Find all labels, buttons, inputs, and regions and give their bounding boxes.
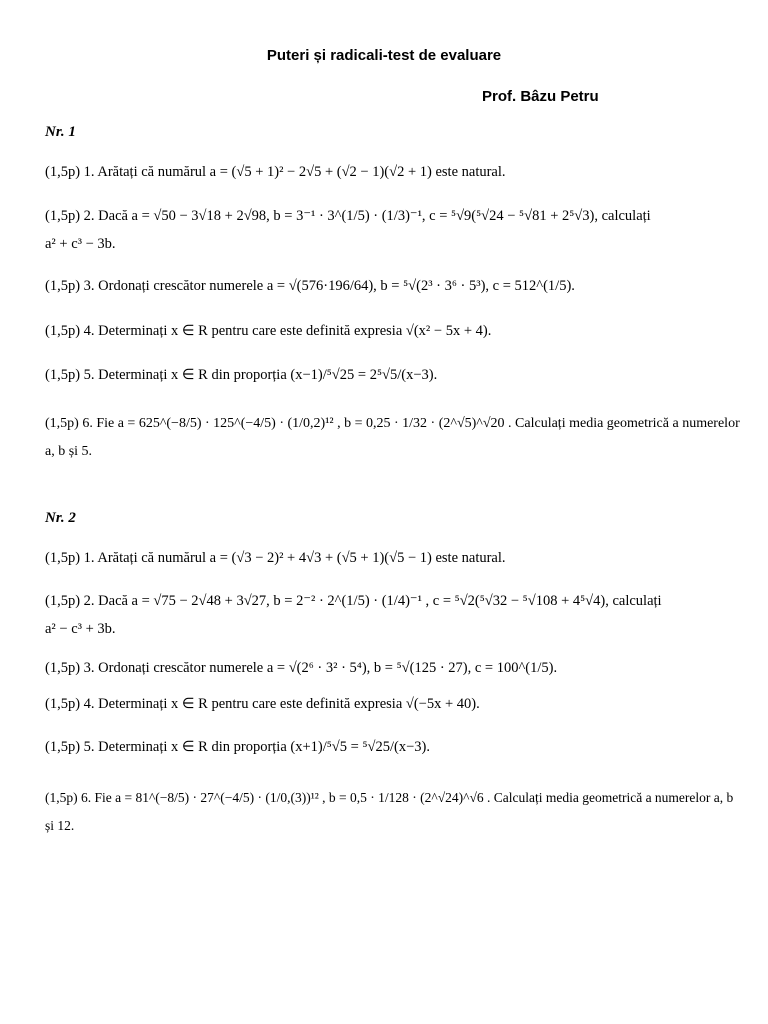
problem-2-5: (1,5p) 5. Determinați x ∈ R din proporția (x+1)/⁵√5 = ⁵√25/(x−3). [45, 739, 430, 755]
problem-1-5: (1,5p) 5. Determinați x ∈ R din proporția (x−1)/⁵√25 = 2⁵√5/(x−3). [45, 367, 438, 383]
page-title: Puteri și radicali-test de evaluare [266, 47, 502, 64]
problem-1-6-line1: (1,5p) 6. Fie a = 625^(−8/5) · 125^(−4/5) · (1/0,2)¹² , b = 0,25 · 1/32 · (2^√5)^√20 . Calculați media geometrică a numerelor [45, 416, 740, 431]
author-name: Prof. Bâzu Petru [482, 88, 599, 105]
problem-2-2-line2: a² − c³ + 3b. [45, 621, 116, 637]
problem-1-1: (1,5p) 1. Arătați că numărul a = (√5 + 1)² − 2√5 + (√2 − 1)(√2 + 1) este natural. [45, 164, 506, 180]
problem-2-6-line2: și 12. [45, 818, 75, 833]
problem-2-1: (1,5p) 1. Arătați că numărul a = (√3 − 2)² + 4√3 + (√5 + 1)(√5 − 1) este natural. [45, 550, 506, 566]
problem-2-4: (1,5p) 4. Determinați x ∈ R pentru care este definită expresia √(−5x + 40). [45, 696, 480, 712]
section-label-nr2: Nr. 2 [45, 510, 76, 526]
problem-1-6-line2: a, b și 5. [45, 444, 93, 459]
problem-2-2-line1: (1,5p) 2. Dacă a = √75 − 2√48 + 3√27, b = 2⁻² · 2^(1/5) · (1/4)⁻¹ , c = ⁵√2(⁵√32 − ⁵√108 + 4⁵√4), calculați [45, 593, 662, 609]
problem-1-6 [45, 410, 740, 466]
problem-1-2-line2: a² + c³ − 3b. [45, 236, 116, 252]
problem-2-2 [45, 587, 735, 643]
problem-1-3: (1,5p) 3. Ordonați crescător numerele a = √(576·196/64), b = ⁵√(2³ · 3⁶ · 5³), c = 512^(1/5). [45, 278, 575, 294]
problem-2-6-line1: (1,5p) 6. Fie a = 81^(−8/5) · 27^(−4/5) · (1/0,(3))¹² , b = 0,5 · 1/128 · (2^√24)^√6 . Calculați media geometrică a numerelor a, b [45, 790, 734, 805]
problem-2-6 [45, 784, 735, 840]
problem-2-3: (1,5p) 3. Ordonați crescător numerele a = √(2⁶ · 3² · 5⁴), b = ⁵√(125 · 27), c = 100^(1/5). [45, 660, 558, 676]
problem-1-2 [45, 202, 735, 258]
section-label-nr1: Nr. 1 [45, 124, 76, 140]
problem-1-2-line1: (1,5p) 2. Dacă a = √50 − 3√18 + 2√98, b = 3⁻¹ · 3^(1/5) · (1/3)⁻¹, c = ⁵√9(⁵√24 − ⁵√81 + 2⁵√3), calculați [45, 208, 651, 224]
problem-1-4: (1,5p) 4. Determinați x ∈ R pentru care este definită expresia √(x² − 5x + 4). [45, 323, 492, 339]
